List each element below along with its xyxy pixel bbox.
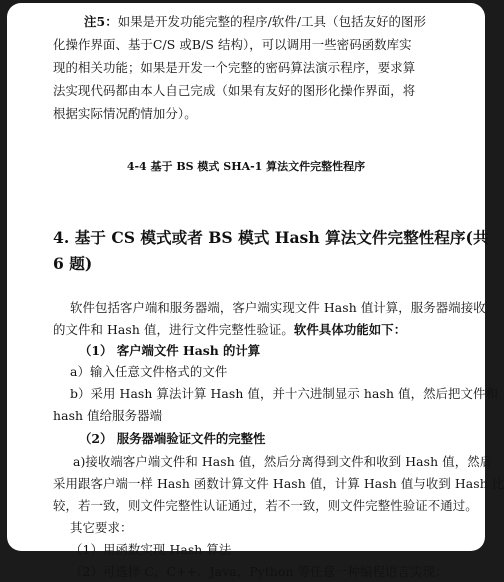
- note-line-5: 根据实际情况酌情加分）。: [53, 106, 197, 121]
- server-line-2: 采用跟客户端一样 Hash 函数计算文件 Hash 值，计算 Hash 值与收到 Hash 比: [53, 476, 504, 491]
- heading-line-1: 4. 基于 CS 模式或者 BS 模式 Hash 算法文件完整性程序(共: [53, 228, 489, 247]
- note-line-3: 现的相关功能；如果是开发一个完整的密码算法演示程序，要求算: [53, 60, 416, 75]
- other-item-2: （2）可选择 C、C++、Java、Python 等任意一种编程语言实现；: [70, 564, 448, 579]
- note-line-1: [84, 11, 426, 32]
- client-title: （1） 客户端文件 Hash 的计算: [79, 343, 261, 358]
- client-item-a: a）输入任意文件格式的文件: [70, 364, 228, 379]
- document-page: [7, 3, 504, 579]
- heading-line-2: 6 题): [53, 254, 93, 273]
- intro-line-2: [53, 319, 406, 340]
- client-item-b-line-2: hash 值给服务器端: [53, 408, 163, 423]
- other-title: 其它要求：: [70, 520, 133, 535]
- note-text-1: 如果是开发功能完整的程序/软件/工具（包括友好的图形: [117, 14, 427, 29]
- section-title: 4-4 基于 BS 模式 SHA-1 算法文件完整性程序: [126, 160, 366, 173]
- server-line-1: a)接收端客户端文件和 Hash 值，然后分离得到文件和收到 Hash 值，然后: [73, 454, 493, 469]
- intro-bold-text: 软件具体功能如下：: [293, 322, 407, 337]
- intro-line-1: 软件包括客户端和服务器端，客户端实现文件 Hash 值计算，服务器端接收: [70, 300, 486, 315]
- intro-text: 的文件和 Hash 值，进行文件完整性验证。: [53, 322, 294, 337]
- client-item-b-line-1: b）采用 Hash 算法计算 Hash 值，并十六进制显示 hash 值，然后把文件和: [70, 386, 499, 401]
- other-item-1: （1）用函数实现 Hash 算法: [70, 542, 232, 557]
- server-line-3: 较，若一致，则文件完整性认证通过，若不一致，则文件完整性验证不通过。: [53, 498, 478, 513]
- note-line-2: 化操作界面、基于C/S 或B/S 结构），可以调用一些密码函数库实: [53, 37, 412, 52]
- note-line-4: 法实现代码都由本人自己完成（如果有友好的图形化操作界面，将: [53, 83, 416, 98]
- server-title: （2） 服务器端验证文件的完整性: [79, 431, 266, 446]
- note-label: 注5：: [84, 14, 118, 29]
